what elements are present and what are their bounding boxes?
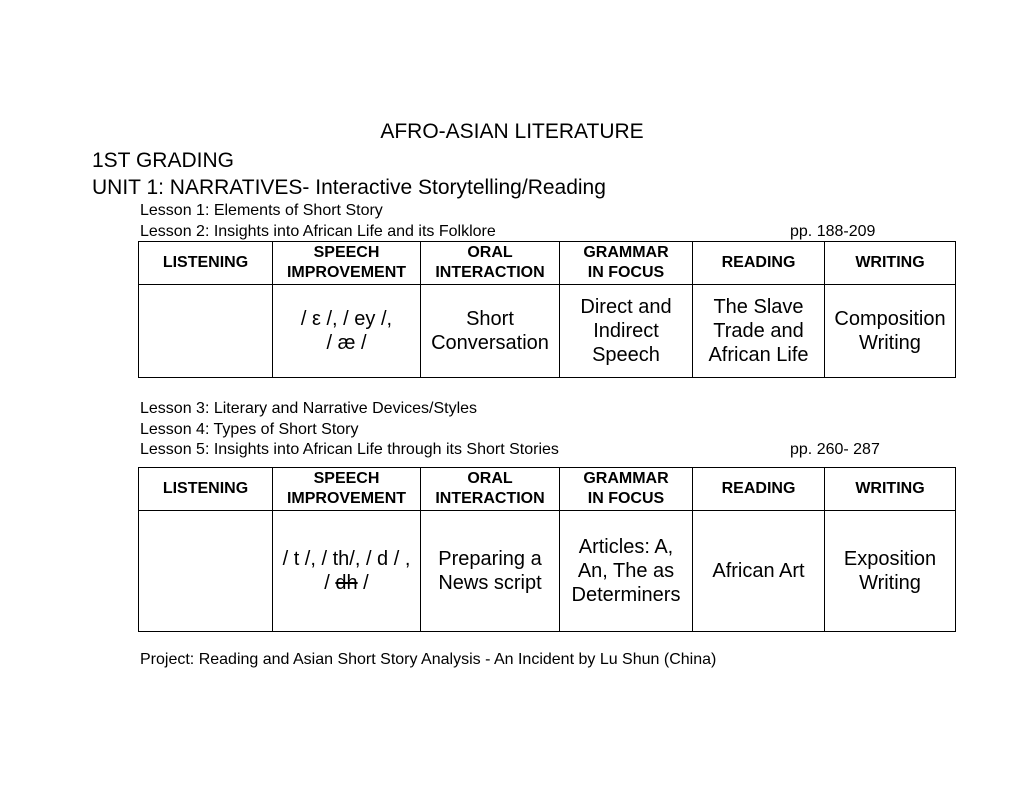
table-header-row [139,468,956,511]
header-writing: WRITING [825,242,956,285]
table-header-row [139,242,956,285]
cell-grammar: Direct and Indirect Speech [560,285,693,378]
page-range-1: pp. 188-209 [790,223,876,240]
cell-speech: / ε /, / ey /, / æ / [273,285,421,378]
cell-reading: African Art [693,511,825,632]
lesson-2: Lesson 2: Insights into African Life and its Folklore [140,223,496,240]
syllabus-table-2 [138,467,956,632]
header-oral-interaction: ORAL INTERACTION [421,242,560,285]
speech-line-2-suffix: / [357,572,369,594]
lesson-3: Lesson 3: Literary and Narrative Devices/Styles [140,400,478,417]
grading-heading: 1ST GRADING [92,149,234,172]
header-oral-interaction: ORAL INTERACTION [421,468,560,511]
cell-oral: Short Conversation [421,285,560,378]
cell-listening [139,285,273,378]
cell-listening [139,511,273,632]
cell-writing: Composition Writing [825,285,956,378]
document-title: AFRO-ASIAN LITERATURE [380,120,644,143]
header-grammar-in-focus: GRAMMAR IN FOCUS [560,468,693,511]
lesson-1: Lesson 1: Elements of Short Story [140,202,383,219]
cell-oral: Preparing a News script [421,511,560,632]
page-range-2: pp. 260- 287 [790,441,880,458]
header-reading: READING [693,468,825,511]
speech-line-2-prefix: / [324,572,336,594]
cell-grammar: Articles: A, An, The as Determiners [560,511,693,632]
header-listening: LISTENING [139,468,273,511]
syllabus-table-1 [138,241,956,378]
lesson-5: Lesson 5: Insights into African Life through its Short Stories [140,441,559,458]
header-grammar-in-focus: GRAMMAR IN FOCUS [560,242,693,285]
cell-writing: Exposition Writing [825,511,956,632]
cell-speech [273,511,421,632]
header-writing: WRITING [825,468,956,511]
project-line: Project: Reading and Asian Short Story Analysis - An Incident by Lu Shun (China) [140,651,717,668]
table-row [139,285,956,378]
header-listening: LISTENING [139,242,273,285]
speech-line-2-struck: dh [335,572,358,594]
header-speech-improvement: SPEECH IMPROVEMENT [273,242,421,285]
cell-reading: The Slave Trade and African Life [693,285,825,378]
lesson-4: Lesson 4: Types of Short Story [140,421,359,438]
header-speech-improvement: SPEECH IMPROVEMENT [273,468,421,511]
header-reading: READING [693,242,825,285]
unit-heading: UNIT 1: NARRATIVES- Interactive Storytelling/Reading [92,176,606,199]
speech-line-1: / t /, / th/, / d / , [282,548,411,570]
table-row [139,511,956,632]
